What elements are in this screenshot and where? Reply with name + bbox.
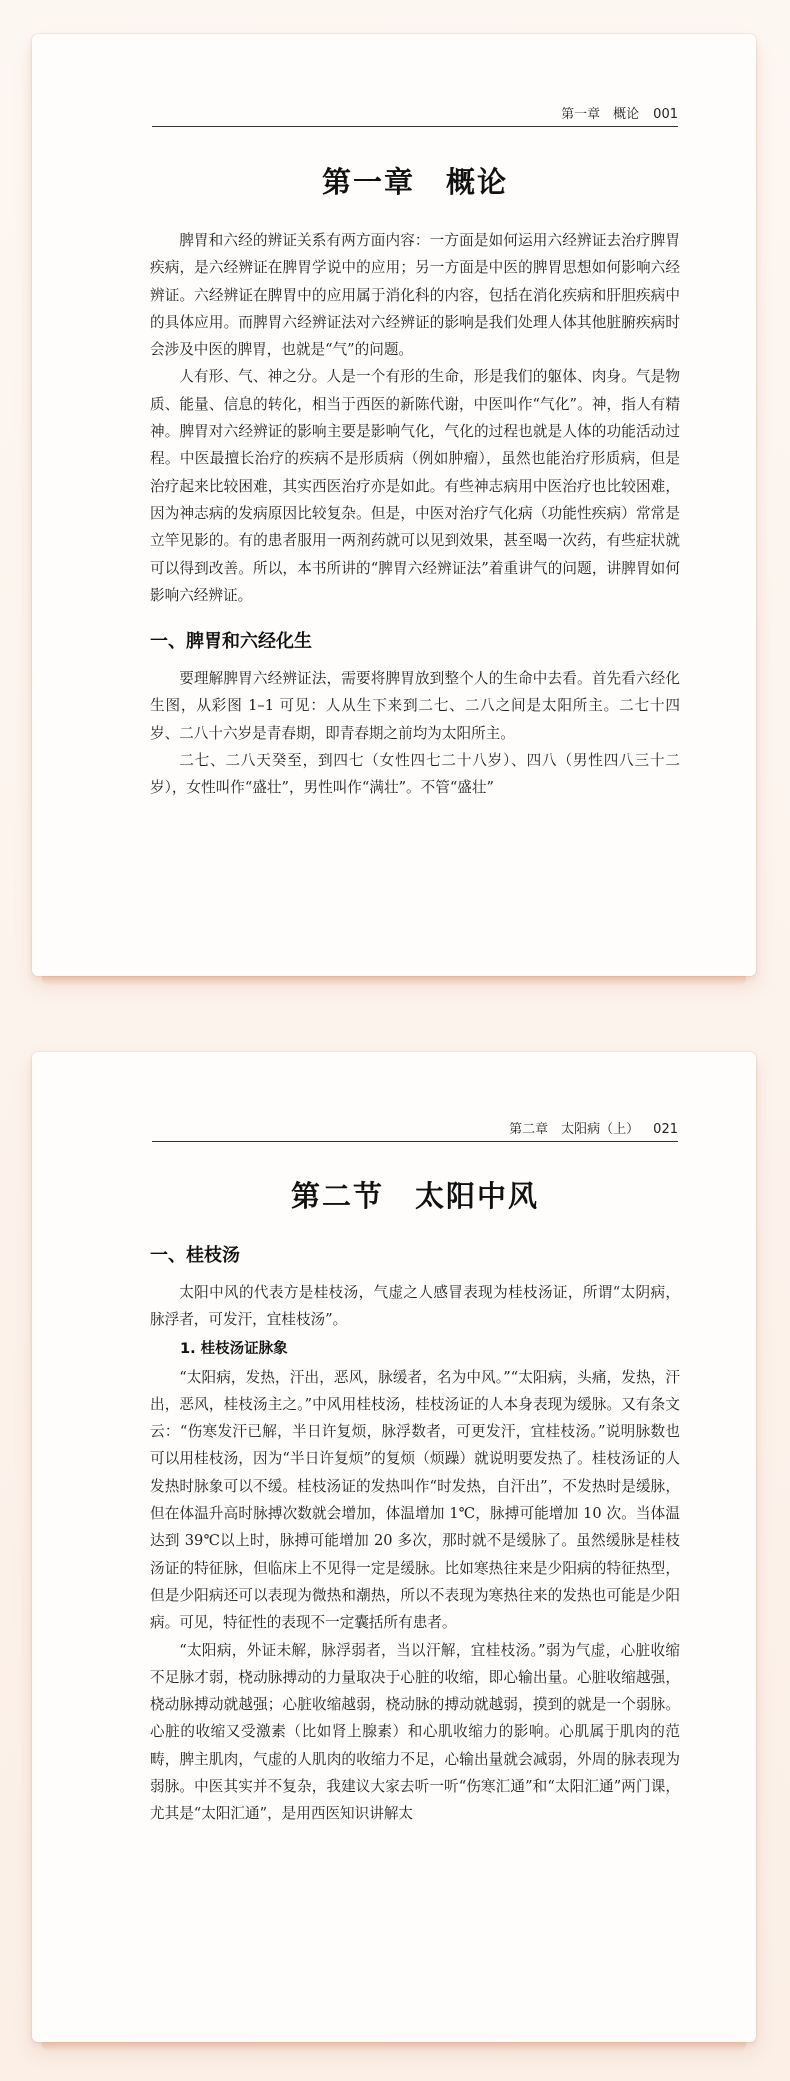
book-page-1	[32, 34, 756, 976]
paragraph: 脾胃和六经的辨证关系有两方面内容：一方面是如何运用六经辨证去治疗脾胃疾病，是六经辨证在脾胃学说中的应用；另一方面是中医的脾胃思想如何影响六经辨证。六经辨证在脾胃中的应用属于消化科的内容，包括在消化疾病和肝胆疾病中的具体应用。而脾胃六经辨证法对六经辨证的影响是我们处理人体其他脏腑疾病时会涉及中医的脾胃，也就是“气”的问题。	[150, 232, 680, 359]
section-title: 一、脾胃和六经化生	[150, 631, 312, 653]
book-page-2	[32, 1052, 756, 2042]
page-number: 021	[653, 1122, 678, 1137]
chapter-title: 第一章 概论	[321, 165, 508, 199]
subsection-title: 1. 桂枝汤证脉象	[180, 1340, 288, 1357]
paragraph: 要理解脾胃六经辨证法，需要将脾胃放到整个人的生命中去看。首先看六经化生图，从彩图 1–1 可见：人从生下来到二七、二八之间是太阳所主。二七十四岁、二八十六岁是青春期，即青春期之前均为太阳所主。	[150, 670, 680, 742]
running-head-chapter: 第二章 太阳病（上）	[509, 1122, 640, 1137]
paragraph: “太阳病，发热，汗出，恶风，脉缓者，名为中风。”“太阳病，头痛，发热，汗出，恶风，桂枝汤主之。”中风用桂枝汤，桂枝汤证的人本身表现为缓脉。又有条文云：“伤寒发汗已解，半日许复烦，脉浮数者，可更发汗，宜桂枝汤。”说明脉数也可以用桂枝汤，因为“半日许复烦”的复烦（烦躁）就说明要发热了。桂枝汤证的人发热时脉象可以不缓。桂枝汤证的发热叫作“时发热，自汗出”，不发热时是缓脉，但在体温升高时脉搏次数就会增加，体温增加 1℃，脉搏可能增加 10 次。当体温达到 39℃以上时，脉搏可能增加 20 多次，那时就不是缓脉了。虽然缓脉是桂枝汤证的特征脉，但临床上不见得一定是缓脉。比如寒热往来是少阳病的特征热型，但是少阳病还可以表现为微热和潮热，所以不表现为寒热往来的发热也可能是少阳病。可见，特征性的表现不一定囊括所有患者。	[150, 1368, 680, 1632]
paragraph: 人有形、气、神之分。人是一个有形的生命，形是我们的躯体、肉身。气是物质、能量、信息的转化，相当于西医的新陈代谢，中医叫作“气化”。神，指人有精神。脾胃对六经辨证的影响主要是影响气化，气化的过程也就是人体的功能活动过程。中医最擅长治疗的疾病不是形质病（例如肿瘤），虽然也能治疗形质病，但是治疗起来比较困难，其实西医治疗亦是如此。有些神志病用中医治疗也比较困难，因为神志病的发病原因比较复杂。但是，中医对治疗气化病（功能性疾病）常常是立竿见影的。有的患者服用一两剂药就可以见到效果，甚至喝一次药，有些症状就可以得到改善。所以，本书所讲的“脾胃六经辨证法”着重讲气的问题，讲脾胃如何影响六经辨证。	[150, 368, 680, 604]
page-body	[150, 160, 680, 802]
section-heading-title: 第二节 太阳中风	[290, 1179, 539, 1213]
section-title: 一、桂枝汤	[150, 1245, 240, 1266]
paragraph: 二七、二八天癸至，到四七（女性四七二十八岁）、四八（男性四八三十二岁），女性叫作“盛壮”，男性叫作“满壮”。不管“盛壮”	[150, 752, 680, 797]
page-number: 001	[653, 107, 678, 122]
paragraph: 太阳中风的代表方是桂枝汤，气虚之人感冒表现为桂枝汤证，所谓“太阴病，脉浮者，可发汗，宜桂枝汤”。	[150, 1284, 680, 1329]
paragraph: “太阳病，外证未解，脉浮弱者，当以汗解，宜桂枝汤。”弱为气虚，心脏收缩不足脉才弱，桡动脉搏动的力量取决于心脏的收缩，即心输出量。心脏收缩越强，桡动脉搏动就越强；心脏收缩越弱，桡动脉的搏动就越弱，摸到的就是一个弱脉。心脏的收缩又受激素（比如肾上腺素）和心肌收缩力的影响。心肌属于肌肉的范畴，脾主肌肉，气虚的人肌肉的收缩力不足，心输出量就会减弱，外周的脉表现为弱脉。中医其实并不复杂，我建议大家去听一听“伤寒汇通”和“太阳汇通”两门课，尤其是“太阳汇通”，是用西医知识讲解太	[150, 1641, 680, 1823]
page-body	[150, 1174, 680, 1828]
running-head-chapter: 第一章 概论	[561, 107, 640, 122]
running-head	[152, 104, 678, 127]
running-head	[152, 1119, 678, 1142]
